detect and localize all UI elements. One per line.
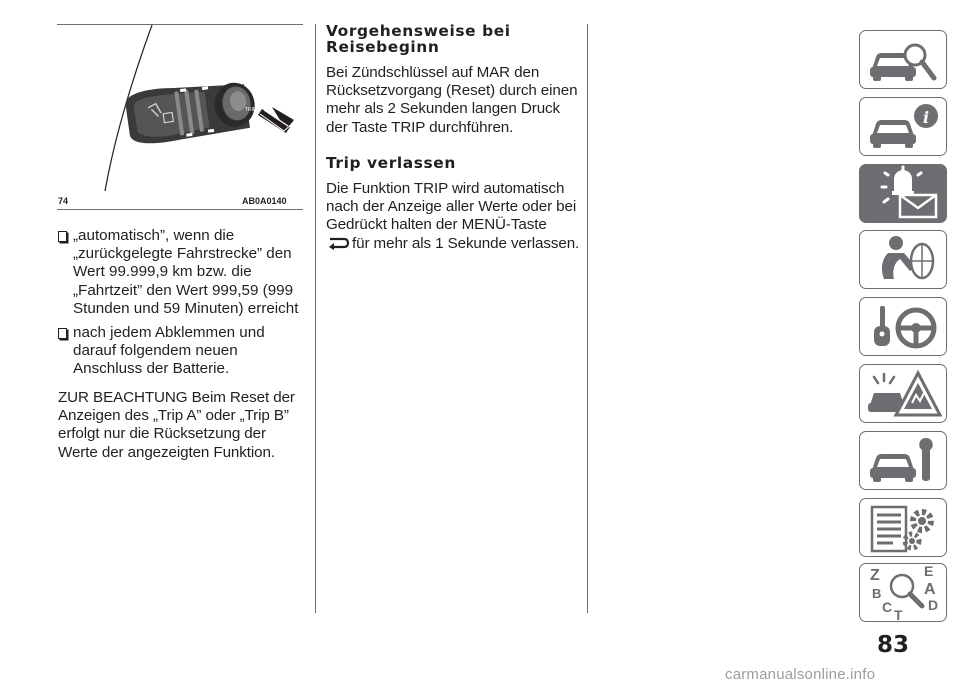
index-letter: T bbox=[894, 607, 903, 623]
paragraph-start: Bei Zündschlüssel auf MAR den Rücksetzvorgang (Reset) durch einen mehr als 2 Sekunden langen Druck der Taste TRIP durchführen. bbox=[326, 64, 578, 136]
watermark: carmanualsonline.info bbox=[725, 666, 876, 683]
index-letter: E bbox=[924, 564, 934, 579]
figure-code: AB0A0140 bbox=[242, 196, 287, 206]
specs-gear-icon bbox=[860, 499, 947, 557]
bullet-text: nach jedem Abklemmen und darauf folgendem neuen Anschluss der Batterie. bbox=[73, 324, 265, 378]
tab-warning-lights-messages[interactable] bbox=[859, 164, 947, 223]
airbag-passenger-icon bbox=[860, 231, 947, 289]
stalk-trip-label: TRIP bbox=[245, 107, 257, 113]
car-info-icon bbox=[860, 98, 947, 156]
tab-emergency[interactable] bbox=[859, 364, 947, 423]
paragraph-exit-text-2: für mehr als 1 Sekunde verlassen. bbox=[352, 234, 580, 252]
tab-safety[interactable] bbox=[859, 230, 947, 289]
tab-car-search[interactable] bbox=[859, 30, 947, 89]
bullet-text: „automatisch”, wenn die „zurückgelegte Fahrstrecke” den Wert 99.999,9 km bzw. die „Fahrtzeit” den Wert 999,59 (999 Stunden und 59 Minuten) erreicht bbox=[73, 227, 299, 317]
checkbox-bullet-icon bbox=[58, 328, 67, 339]
tab-maintenance[interactable] bbox=[859, 431, 947, 490]
tab-technical-data[interactable] bbox=[859, 498, 947, 557]
list-item bbox=[58, 227, 303, 318]
paragraph-exit-text-1: Die Funktion TRIP wird automatisch nach der Anzeige aller Werte oder bei Gedrückt halten der MENÜ-Taste bbox=[326, 180, 577, 234]
figure-trip-stalk bbox=[57, 25, 302, 191]
tab-index[interactable] bbox=[859, 563, 947, 622]
column-divider-right bbox=[587, 24, 588, 613]
tab-car-info[interactable] bbox=[859, 97, 947, 156]
index-letter: D bbox=[928, 597, 939, 613]
index-letter: C bbox=[882, 599, 893, 615]
column-divider-left bbox=[315, 24, 316, 613]
car-search-icon bbox=[860, 31, 947, 89]
note-paragraph: ZUR BEACHTUNG Beim Reset der Anzeigen des „Trip A” oder „Trip B” erfolgt nur die Rücksetzung der Werte der angezeigten Funktion. bbox=[58, 389, 295, 461]
checkbox-bullet-icon bbox=[58, 231, 67, 242]
section-heading-start: Vorgehensweise bei Reisebeginn bbox=[326, 22, 511, 56]
tab-starting-driving[interactable] bbox=[859, 297, 947, 356]
key-steering-wheel-icon bbox=[860, 298, 947, 356]
warning-light-message-icon bbox=[860, 165, 947, 223]
breakdown-warning-icon bbox=[860, 365, 947, 423]
car-wrench-icon bbox=[860, 432, 947, 490]
index-letter: A bbox=[924, 581, 936, 598]
index-letter: Z bbox=[870, 567, 880, 584]
svg-text:i: i bbox=[923, 108, 930, 127]
reset-conditions-list bbox=[58, 227, 303, 385]
figure-caption-rule bbox=[57, 209, 303, 210]
section-heading-exit: Trip verlassen bbox=[326, 154, 456, 172]
list-item bbox=[58, 324, 303, 379]
return-arrow-icon bbox=[326, 236, 350, 250]
figure-number: 74 bbox=[58, 196, 69, 206]
alphabetical-index-icon bbox=[860, 564, 947, 622]
index-letter: B bbox=[872, 586, 882, 601]
page-number: 83 bbox=[876, 632, 909, 658]
paragraph-exit bbox=[326, 180, 581, 253]
